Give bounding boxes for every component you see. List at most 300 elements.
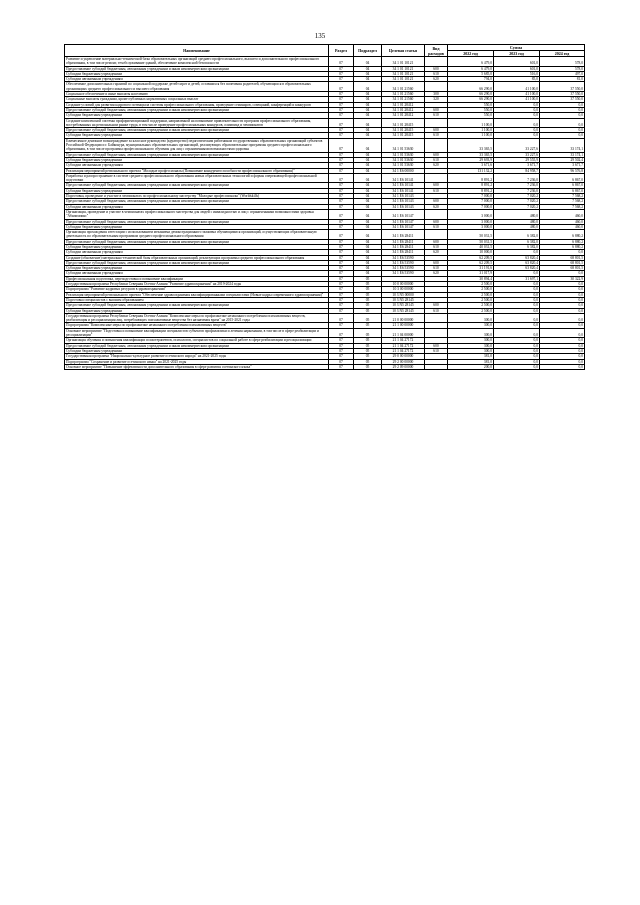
row-2023-cell: 41 100,0 bbox=[494, 97, 540, 102]
row-2024-cell: 37 550,0 bbox=[540, 82, 585, 92]
row-podrazdel-cell: 04 bbox=[354, 102, 382, 107]
row-razdel-cell: 07 bbox=[329, 348, 354, 353]
row-razdel-cell: 07 bbox=[329, 118, 354, 128]
row-vr-cell: 610 bbox=[425, 348, 448, 353]
row-name-cell: Предоставление субсидий бюджетным, автономным учреждениям и иным некоммерческим организациям bbox=[65, 260, 329, 265]
row-2024-cell: 497,0 bbox=[540, 71, 585, 76]
row-podrazdel-cell: 05 bbox=[354, 282, 382, 287]
row-2024-cell: 81,0 bbox=[540, 77, 585, 82]
row-2023-cell: 84 958,7 bbox=[494, 168, 540, 173]
row-razdel-cell: 07 bbox=[329, 66, 354, 71]
row-2022-cell: 50 031,5 bbox=[448, 239, 494, 244]
row-name-cell: Субсидии бюджетным учреждениям bbox=[65, 113, 329, 118]
row-razdel-cell: 07 bbox=[329, 323, 354, 328]
row-2023-cell: 0,0 bbox=[494, 113, 540, 118]
row-2023-cell: 41 100,0 bbox=[494, 82, 540, 92]
row-razdel-cell: 07 bbox=[329, 92, 354, 97]
row-2024-cell: 6 867,0 bbox=[540, 173, 585, 183]
row-2023-cell: 0,0 bbox=[494, 297, 540, 302]
row-2023-cell: 63 820,4 bbox=[494, 255, 540, 260]
row-2022-cell: 62 209,5 bbox=[448, 260, 494, 265]
row-podrazdel-cell: 04 bbox=[354, 168, 382, 173]
row-cs-cell: 34 1 E6 28411 bbox=[382, 244, 425, 249]
row-podrazdel-cell: 05 bbox=[354, 276, 382, 281]
row-cs-cell: 34 1 E6 10141 bbox=[382, 188, 425, 193]
row-2022-cell: 40 031,5 bbox=[448, 244, 494, 249]
row-podrazdel-cell: 04 bbox=[354, 194, 382, 199]
row-podrazdel-cell: 05 bbox=[354, 292, 382, 297]
row-podrazdel-cell: 04 bbox=[354, 133, 382, 138]
row-2022-cell: 8 891,2 bbox=[448, 173, 494, 183]
row-2024-cell: 0,0 bbox=[540, 313, 585, 323]
row-vr-cell: 610 bbox=[425, 157, 448, 162]
row-2022-cell: 3 000,0 bbox=[448, 224, 494, 229]
row-razdel-cell: 07 bbox=[329, 230, 354, 240]
row-2023-cell: 3 671,7 bbox=[494, 163, 540, 168]
row-2023-cell: 31 697,1 bbox=[494, 276, 540, 281]
row-cs-cell: 21 1 04 00000 bbox=[382, 328, 425, 338]
row-podrazdel-cell: 04 bbox=[354, 138, 382, 152]
row-2023-cell: 0,0 bbox=[494, 133, 540, 138]
row-podrazdel-cell: 04 bbox=[354, 163, 382, 168]
row-2024-cell: 0,0 bbox=[540, 323, 585, 328]
row-razdel-cell: 07 bbox=[329, 328, 354, 338]
row-2024-cell: 7 568,2 bbox=[540, 194, 585, 199]
row-vr-cell bbox=[425, 57, 448, 67]
row-2022-cell: 66 290,0 bbox=[448, 82, 494, 92]
row-2024-cell: 0,0 bbox=[540, 250, 585, 255]
row-2023-cell: 0,0 bbox=[494, 338, 540, 343]
row-name-cell: Субсидии бюджетным учреждениям bbox=[65, 71, 329, 76]
row-2022-cell: 3 000,0 bbox=[448, 219, 494, 224]
header-year-2024: 2024 год bbox=[540, 51, 585, 57]
row-name-cell: Создание (обновление) материально-технической базы образовательных организаций, реализующих программы среднего профессионального образования bbox=[65, 255, 329, 260]
row-razdel-cell: 07 bbox=[329, 303, 354, 308]
row-cs-cell: 34 1 01 28412 bbox=[382, 113, 425, 118]
row-cs-cell: 34 1 E6 28411 bbox=[382, 239, 425, 244]
row-cs-cell: 29 0 00 00000 bbox=[382, 354, 425, 359]
row-cs-cell: 10 3 N5 28145 bbox=[382, 297, 425, 302]
row-cs-cell: 34 1 01 21560 bbox=[382, 82, 425, 92]
row-vr-cell: 620 bbox=[425, 204, 448, 209]
header-vr: Вид расходов bbox=[425, 45, 448, 57]
row-cs-cell: 21 1 04 27172 bbox=[382, 343, 425, 348]
row-2024-cell: 0,0 bbox=[540, 118, 585, 128]
row-name-cell: Основное мероприятие "Подготовка и повышение квалификации специалистов субъектов профилактики и лечения наркомании, в том числе в сфере реабилитации и ресоциализации" bbox=[65, 328, 329, 338]
table-row bbox=[65, 57, 585, 67]
row-razdel-cell: 07 bbox=[329, 97, 354, 102]
row-podrazdel-cell: 04 bbox=[354, 92, 382, 97]
row-vr-cell bbox=[425, 313, 448, 323]
row-2023-cell: 7 020,2 bbox=[494, 194, 540, 199]
header-year-2022: 2022 год bbox=[448, 51, 494, 57]
row-podrazdel-cell: 04 bbox=[354, 77, 382, 82]
row-2023-cell: 0,0 bbox=[494, 292, 540, 297]
row-cs-cell: 21 0 00 00000 bbox=[382, 313, 425, 323]
row-2024-cell: 460,0 bbox=[540, 224, 585, 229]
row-2022-cell: 2 500,0 bbox=[448, 287, 494, 292]
row-razdel-cell: 07 bbox=[329, 255, 354, 260]
row-razdel-cell: 07 bbox=[329, 173, 354, 183]
table-row bbox=[65, 313, 585, 323]
row-vr-cell bbox=[425, 328, 448, 338]
row-name-cell: Предоставление субсидий бюджетным, автономным учреждениям и иным некоммерческим организациям bbox=[65, 66, 329, 71]
row-name-cell: Предоставление субсидий бюджетным, автономным учреждениям и иным некоммерческим организациям bbox=[65, 239, 329, 244]
row-podrazdel-cell: 04 bbox=[354, 209, 382, 219]
table-body bbox=[65, 57, 585, 370]
row-2022-cell: 7 000,0 bbox=[448, 204, 494, 209]
table-row bbox=[65, 328, 585, 338]
row-vr-cell: 600 bbox=[425, 260, 448, 265]
row-name-cell: Субсидии бюджетным учреждениям bbox=[65, 157, 329, 162]
row-razdel-cell: 07 bbox=[329, 338, 354, 343]
row-podrazdel-cell: 04 bbox=[354, 97, 382, 102]
row-razdel-cell: 07 bbox=[329, 204, 354, 209]
row-podrazdel-cell: 05 bbox=[354, 328, 382, 338]
row-2024-cell: 0,0 bbox=[540, 128, 585, 133]
row-razdel-cell: 07 bbox=[329, 102, 354, 107]
row-cs-cell: 34 1 01 10121 bbox=[382, 66, 425, 71]
row-razdel-cell: 07 bbox=[329, 163, 354, 168]
row-podrazdel-cell: 04 bbox=[354, 224, 382, 229]
row-razdel-cell: 07 bbox=[329, 113, 354, 118]
row-name-cell: Предоставление субсидий бюджетным, автономным учреждениям и иным некоммерческим организациям bbox=[65, 107, 329, 112]
header-podrazdel: Подраздел bbox=[354, 45, 382, 57]
row-cs-cell: 21 1 04 27172 bbox=[382, 338, 425, 343]
row-2023-cell: 0,0 bbox=[494, 118, 540, 128]
row-2023-cell: 601,0 bbox=[494, 66, 540, 71]
row-podrazdel-cell: 04 bbox=[354, 118, 382, 128]
row-vr-cell: 610 bbox=[425, 308, 448, 313]
row-podrazdel-cell: 04 bbox=[354, 271, 382, 276]
row-cs-cell: 10 0 00 00000 bbox=[382, 282, 425, 287]
row-cs-cell: 34 1 01 28412 bbox=[382, 102, 425, 107]
row-name-cell: Предоставление субсидий бюджетным, автономным учреждениям и иным некоммерческим организациям bbox=[65, 199, 329, 204]
header-name: Наименование bbox=[65, 45, 329, 57]
row-2023-cell: 480,0 bbox=[494, 224, 540, 229]
row-2023-cell: 0,0 bbox=[494, 364, 540, 369]
row-2023-cell: 0,0 bbox=[494, 323, 540, 328]
row-cs-cell: 10 3 N5 28145 bbox=[382, 303, 425, 308]
row-vr-cell: 620 bbox=[425, 163, 448, 168]
header-sum: Сумма bbox=[448, 45, 585, 51]
row-podrazdel-cell: 04 bbox=[354, 219, 382, 224]
table-row bbox=[65, 364, 585, 369]
row-cs-cell: 34 1 01 28415 bbox=[382, 118, 425, 128]
row-2023-cell: 33 227,6 bbox=[494, 138, 540, 152]
row-vr-cell: 600 bbox=[425, 66, 448, 71]
row-podrazdel-cell: 04 bbox=[354, 204, 382, 209]
row-razdel-cell: 07 bbox=[329, 209, 354, 219]
row-razdel-cell: 07 bbox=[329, 308, 354, 313]
row-razdel-cell: 07 bbox=[329, 271, 354, 276]
row-name-cell: Ежемесячное денежное вознаграждение за классное руководство (кураторство) педагогическим работникам государственных образовательных организаций субъектов Российской Федерации и г. Байконура, муниципальных образовательных организаций, реализующих образовательные программы среднего профессионального образования, в том числе программы профессионального обучения для лиц с ограниченными возможностями здоровья bbox=[65, 138, 329, 152]
row-name-cell: Обеспечение дополнительных гарантий по социальной поддержке детей-сирот и детей, оставшихся без попечения родителей, обучающихся в образовательных организациях среднего профессионального и высшего образования bbox=[65, 82, 329, 92]
row-cs-cell: 34 1 01 53630 bbox=[382, 152, 425, 157]
row-cs-cell: 34 1 E6 10143 bbox=[382, 204, 425, 209]
row-vr-cell: 600 bbox=[425, 219, 448, 224]
row-name-cell: Подпрограмма "Сохранение и развитие осетинского языка" на 2021-2025 годы bbox=[65, 359, 329, 364]
row-vr-cell: 600 bbox=[425, 152, 448, 157]
row-name-cell: Государственная программа Республики Северная Осетия-Алания "Комплексные меры по профилактике незаконного потребления психоактивных веществ, реабилитация и ресоциализация лиц, потребляющих психоактивные вещества без назначения врача" на 2015-2021 годы bbox=[65, 313, 329, 323]
row-razdel-cell: 07 bbox=[329, 188, 354, 193]
row-razdel-cell: 07 bbox=[329, 82, 354, 92]
row-cs-cell: 34 1 E6 10147 bbox=[382, 224, 425, 229]
row-name-cell: Организация обучения и повышения квалификации психотерапевтов, психологов, специалистов по социальной работе в сфере реабилитации и ресоциализации bbox=[65, 338, 329, 343]
row-cs-cell: 34 1 E6 28411 bbox=[382, 230, 425, 240]
row-cs-cell: 34 1 01 10121 bbox=[382, 71, 425, 76]
row-name-cell: Предоставление субсидий бюджетным, автономным учреждениям и иным некоммерческим организациям bbox=[65, 152, 329, 157]
row-podrazdel-cell: 04 bbox=[354, 71, 382, 76]
row-2024-cell: 0,0 bbox=[540, 354, 585, 359]
row-2024-cell: 0,0 bbox=[540, 338, 585, 343]
table-row bbox=[65, 82, 585, 92]
row-razdel-cell: 07 bbox=[329, 224, 354, 229]
row-name-cell: Подготовка специалистов с высшим образованием bbox=[65, 297, 329, 302]
row-2023-cell: 0,0 bbox=[494, 343, 540, 348]
row-razdel-cell: 07 bbox=[329, 168, 354, 173]
row-2023-cell: 0,0 bbox=[494, 271, 540, 276]
row-2023-cell: 7 020,2 bbox=[494, 199, 540, 204]
row-vr-cell: 610 bbox=[425, 244, 448, 249]
table-row bbox=[65, 230, 585, 240]
row-podrazdel-cell: 04 bbox=[354, 66, 382, 71]
row-vr-cell bbox=[425, 118, 448, 128]
row-podrazdel-cell: 04 bbox=[354, 113, 382, 118]
row-2023-cell: 0,0 bbox=[494, 287, 540, 292]
row-2022-cell: 1 100,0 bbox=[448, 133, 494, 138]
row-cs-cell: 34 1 01 10121 bbox=[382, 57, 425, 67]
row-razdel-cell: 07 bbox=[329, 260, 354, 265]
row-podrazdel-cell: 04 bbox=[354, 157, 382, 162]
row-name-cell: Профессиональная подготовка, переподготовка и повышение квалификации bbox=[65, 276, 329, 281]
row-2022-cell: 8 891,2 bbox=[448, 183, 494, 188]
row-cs-cell: 34 1 01 28415 bbox=[382, 128, 425, 133]
row-podrazdel-cell: 05 bbox=[354, 359, 382, 364]
row-name-cell: Субсидии автономным учреждениям bbox=[65, 77, 329, 82]
row-cs-cell: 34 1 01 10121 bbox=[382, 77, 425, 82]
row-name-cell: Реализация мероприятий регионального проекта "Обеспечение здравоохранения квалифицированными специалистами (Новые кадры современного здравоохранения)" bbox=[65, 292, 329, 297]
row-razdel-cell: 07 bbox=[329, 152, 354, 157]
row-razdel-cell: 07 bbox=[329, 343, 354, 348]
row-podrazdel-cell: 05 bbox=[354, 287, 382, 292]
row-podrazdel-cell: 04 bbox=[354, 188, 382, 193]
row-2023-cell: 63 820,4 bbox=[494, 260, 540, 265]
row-name-cell: Субсидии бюджетным учреждениям bbox=[65, 308, 329, 313]
row-2024-cell: 33 174,1 bbox=[540, 152, 585, 157]
row-cs-cell: 10 3 N5 00000 bbox=[382, 292, 425, 297]
row-2024-cell: 0,0 bbox=[540, 271, 585, 276]
row-name-cell: Предоставление субсидий бюджетным, автономным учреждениям и иным некоммерческим организациям bbox=[65, 303, 329, 308]
row-2024-cell: 0,0 bbox=[540, 348, 585, 353]
row-2024-cell: 460,0 bbox=[540, 209, 585, 219]
row-2024-cell: 0,0 bbox=[540, 359, 585, 364]
row-podrazdel-cell: 05 bbox=[354, 348, 382, 353]
row-vr-cell: 600 bbox=[425, 239, 448, 244]
row-2022-cell: 33 365,5 bbox=[448, 138, 494, 152]
table-row bbox=[65, 209, 585, 219]
row-vr-cell: 620 bbox=[425, 77, 448, 82]
row-podrazdel-cell: 05 bbox=[354, 297, 382, 302]
row-2022-cell: 2 500,0 bbox=[448, 282, 494, 287]
page-number: 135 bbox=[314, 32, 326, 40]
row-podrazdel-cell: 05 bbox=[354, 303, 382, 308]
row-2022-cell: 7 000,0 bbox=[448, 194, 494, 199]
table-row bbox=[65, 138, 585, 152]
row-cs-cell: 34 1 01 21560 bbox=[382, 97, 425, 102]
row-2022-cell: 2 500,0 bbox=[448, 292, 494, 297]
row-2022-cell: 2 500,0 bbox=[448, 308, 494, 313]
row-name-cell: Субсидии автономным учреждениям bbox=[65, 250, 329, 255]
row-vr-cell: 600 bbox=[425, 107, 448, 112]
row-podrazdel-cell: 05 bbox=[354, 308, 382, 313]
row-2023-cell: 0,0 bbox=[494, 102, 540, 107]
row-2022-cell: 8 891,2 bbox=[448, 188, 494, 193]
row-name-cell: Субсидии автономным учреждениям bbox=[65, 204, 329, 209]
row-name-cell: Государственная программа Республики Северная Осетия-Алания "Развитие здравоохранения" на 2019-2024 годы bbox=[65, 282, 329, 287]
row-cs-cell: 34 1 E6 53590 bbox=[382, 255, 425, 260]
row-podrazdel-cell: 05 bbox=[354, 343, 382, 348]
row-podrazdel-cell: 04 bbox=[354, 199, 382, 204]
row-2023-cell: 7 236,0 bbox=[494, 183, 540, 188]
row-2024-cell: 3 671,7 bbox=[540, 163, 585, 168]
row-name-cell: Социальное обеспечение и иные выплаты населению bbox=[65, 92, 329, 97]
row-cs-cell: 29 2 09 00000 bbox=[382, 364, 425, 369]
row-razdel-cell: 07 bbox=[329, 157, 354, 162]
row-2024-cell: 0,0 bbox=[540, 107, 585, 112]
row-cs-cell: 34 1 E6 28411 bbox=[382, 250, 425, 255]
row-name-cell: Субсидии бюджетным учреждениям bbox=[65, 244, 329, 249]
row-podrazdel-cell: 04 bbox=[354, 250, 382, 255]
row-2022-cell: 300,0 bbox=[448, 323, 494, 328]
budget-table bbox=[64, 44, 585, 370]
row-2022-cell: 300,0 bbox=[448, 348, 494, 353]
row-2024-cell: 578,0 bbox=[540, 66, 585, 71]
row-2024-cell: 0,0 bbox=[540, 292, 585, 297]
row-name-cell: Подготовка, проведение и участие в чемпионатах по профессиональному мастерству "Молодые профессионалы" (Worldskills) bbox=[65, 194, 329, 199]
row-2024-cell: 460,0 bbox=[540, 219, 585, 224]
row-2023-cell: 0,0 bbox=[494, 328, 540, 338]
row-razdel-cell: 07 bbox=[329, 57, 354, 67]
row-2024-cell: 6 867,0 bbox=[540, 188, 585, 193]
row-podrazdel-cell: 04 bbox=[354, 239, 382, 244]
row-2024-cell: 68 801,5 bbox=[540, 266, 585, 271]
row-razdel-cell: 07 bbox=[329, 194, 354, 199]
row-2023-cell: 0,0 bbox=[494, 359, 540, 364]
row-2022-cell: 550,0 bbox=[448, 107, 494, 112]
row-razdel-cell: 07 bbox=[329, 364, 354, 369]
row-vr-cell: 610 bbox=[425, 224, 448, 229]
row-razdel-cell: 07 bbox=[329, 107, 354, 112]
row-2022-cell: 300,0 bbox=[448, 328, 494, 338]
row-vr-cell bbox=[425, 138, 448, 152]
row-name-cell: Создание комплексной системы профориентационной поддержки, направленной на повышение привлекательности программ профессионального образования, востребованных на региональном рынке труда, в том числе проведение профессиональных конкурсов, олимпиад и чемпионатов bbox=[65, 118, 329, 128]
row-2022-cell: 66 290,0 bbox=[448, 92, 494, 97]
row-2024-cell: 29 502,4 bbox=[540, 157, 585, 162]
row-podrazdel-cell: 04 bbox=[354, 82, 382, 92]
row-name-cell: Организация прохождения аттестации с использованием механизма демонстрационного экзамена обучающимися организаций, осуществляющих образовательную деятельность по образовательным программам среднего профессионального образования bbox=[65, 230, 329, 240]
row-2022-cell: 1 100,0 bbox=[448, 128, 494, 133]
row-vr-cell: 610 bbox=[425, 133, 448, 138]
row-name-cell: Социальные выплаты гражданам, кроме публичных нормативных социальных выплат bbox=[65, 97, 329, 102]
row-vr-cell: 600 bbox=[425, 303, 448, 308]
row-razdel-cell: 07 bbox=[329, 282, 354, 287]
row-name-cell: Реализация мероприятий регионального проекта "Молодые профессионалы (Повышение конкурентоспособности профессионального образования)" bbox=[65, 168, 329, 173]
row-vr-cell: 610 bbox=[425, 266, 448, 271]
row-cs-cell: 34 1 E6 10141 bbox=[382, 183, 425, 188]
row-podrazdel-cell: 04 bbox=[354, 255, 382, 260]
row-name-cell: Предоставление субсидий бюджетным, автономным учреждениям и иным некоммерческим организациям bbox=[65, 219, 329, 224]
row-2022-cell: 50 031,5 bbox=[448, 230, 494, 240]
row-2023-cell: 480,0 bbox=[494, 209, 540, 219]
row-razdel-cell: 07 bbox=[329, 219, 354, 224]
row-2022-cell: 7 000,0 bbox=[448, 199, 494, 204]
row-name-cell: Субсидии бюджетным учреждениям bbox=[65, 224, 329, 229]
row-podrazdel-cell: 04 bbox=[354, 260, 382, 265]
row-podrazdel-cell: 04 bbox=[354, 173, 382, 183]
row-2023-cell: 601,0 bbox=[494, 57, 540, 67]
row-name-cell: Субсидии бюджетным учреждениям bbox=[65, 266, 329, 271]
row-vr-cell: 610 bbox=[425, 113, 448, 118]
row-vr-cell: 300 bbox=[425, 92, 448, 97]
row-2023-cell: 0,0 bbox=[494, 282, 540, 287]
row-2024-cell: 0,0 bbox=[540, 282, 585, 287]
row-2023-cell: 516,0 bbox=[494, 71, 540, 76]
row-2024-cell: 0,0 bbox=[540, 133, 585, 138]
row-2023-cell: 29 555,9 bbox=[494, 157, 540, 162]
row-podrazdel-cell: 05 bbox=[354, 323, 382, 328]
header-cs: Целевая статья bbox=[382, 45, 425, 57]
row-razdel-cell: 07 bbox=[329, 128, 354, 133]
row-name-cell: Разработка и распространение в системе среднего профессионального образования новых образовательных технологий и формы опережающей профессиональной подготовки bbox=[65, 173, 329, 183]
row-razdel-cell: 07 bbox=[329, 297, 354, 302]
row-vr-cell bbox=[425, 230, 448, 240]
row-cs-cell: 34 1 01 21560 bbox=[382, 92, 425, 97]
row-cs-cell: 34 1 01 28412 bbox=[382, 107, 425, 112]
row-vr-cell: 610 bbox=[425, 188, 448, 193]
row-2023-cell: 7 020,2 bbox=[494, 204, 540, 209]
row-razdel-cell: 07 bbox=[329, 292, 354, 297]
row-cs-cell: 21 1 00 00000 bbox=[382, 323, 425, 328]
row-cs-cell: 34 1 E6 10147 bbox=[382, 209, 425, 219]
table-row bbox=[65, 118, 585, 128]
row-razdel-cell: 07 bbox=[329, 199, 354, 204]
row-2022-cell: 31 017,9 bbox=[448, 271, 494, 276]
row-razdel-cell: 07 bbox=[329, 359, 354, 364]
row-razdel-cell: 07 bbox=[329, 138, 354, 152]
row-2022-cell: 3 671,6 bbox=[448, 163, 494, 168]
row-2022-cell: 131 132,2 bbox=[448, 168, 494, 173]
row-cs-cell: 34 1 E6 53590 bbox=[382, 266, 425, 271]
row-2023-cell: 6 382,0 bbox=[494, 244, 540, 249]
row-2022-cell: 300,0 bbox=[448, 343, 494, 348]
row-2022-cell: 794,0 bbox=[448, 77, 494, 82]
row-2023-cell: 63 820,4 bbox=[494, 266, 540, 271]
row-podrazdel-cell: 05 bbox=[354, 313, 382, 323]
row-cs-cell: 34 1 01 53630 bbox=[382, 138, 425, 152]
row-name-cell: Государственная программа "Национально-культурное развитие осетинского народа" на 2021-2025 годы bbox=[65, 354, 329, 359]
header-razdel: Раздел bbox=[329, 45, 354, 57]
row-razdel-cell: 07 bbox=[329, 71, 354, 76]
row-cs-cell: 34 1 E6 00000 bbox=[382, 168, 425, 173]
row-2022-cell: 200,0 bbox=[448, 364, 494, 369]
row-razdel-cell: 07 bbox=[329, 276, 354, 281]
row-vr-cell bbox=[425, 173, 448, 183]
row-2023-cell: 7 236,0 bbox=[494, 173, 540, 183]
row-podrazdel-cell: 04 bbox=[354, 266, 382, 271]
row-podrazdel-cell: 05 bbox=[354, 354, 382, 359]
row-cs-cell: 10 3 00 00000 bbox=[382, 287, 425, 292]
